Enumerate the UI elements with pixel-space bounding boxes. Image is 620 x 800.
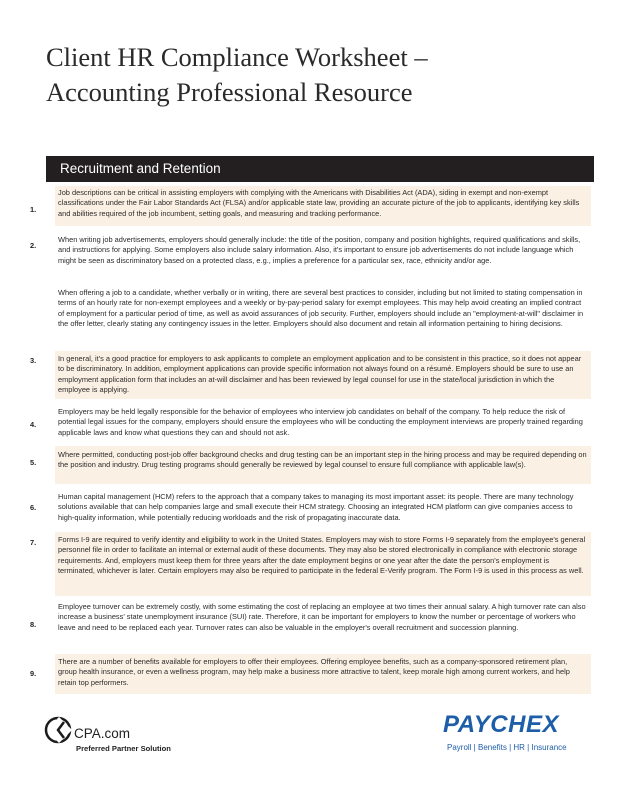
item-text: There are a number of benefits available for employers to offer their employees. Offering employee benefits, such as a company-sponsored retirement plan, group health insurance, or even a wellness program, may help make a business more attractive to talent, keep morale high among current workers, and help retain top performers. [55, 654, 591, 694]
title-line-1: Client HR Compliance Worksheet – [46, 42, 428, 72]
item-number: 5. [30, 458, 37, 467]
item-number: 1. [30, 205, 37, 214]
item-text: When writing job advertisements, employers should generally include: the title of the position, company and position highlights, required qualifications and skills, and instructions for applying. Some employers also include salary information. Also, it's important to ensure job advertisements do not include language which might be seen as discriminatory based on a protected class, e.g., implies a preference for a particular sex, race, ethnicity and/or age. [58, 235, 581, 265]
item-number: 9. [30, 669, 37, 678]
item-text: Human capital management (HCM) refers to the approach that a company takes to managing its most important asset: its people. There are many technology solutions available that can help companies large and small execute their HCM strategy. Choosing an integrated HCM platform can give companies access to high-quality information, while potentially reducing workloads and the risk of propagating inaccurate data. [58, 492, 574, 522]
item-text: Forms I-9 are required to verify identity and eligibility to work in the United States. Employers may wish to store Forms I-9 separately from the employee's general personnel file in order to facilitate an internal or external audit of these documents. They may also be stored electronically in compliance with electronic storage requirements. And, employers must keep them for three years after the date employment begins or one year after the date the person's employment is terminated, whichever is later. Certain employers may also be required to participate in the federal E-Verify program. The Form I-9 is used in this process as well. [55, 532, 591, 596]
item-number: 7. [30, 538, 37, 547]
title-line-2: Accounting Professional Resource [46, 77, 413, 107]
item-text: When offering a job to a candidate, whether verbally or in writing, there are several best practices to consider, including but not limited to stating compensation in terms of an hourly rate for non-exempt employees and a weekly or by-pay-period salary for exempt employees. This may help avoid creating an implied contract of employment for a particular period of time, as well as avoid assurances of job security. Further, employers should include an "employment-at-will" disclaimer in the offer letter, clearly stating any contingency issues in the letter. Employers should also document and retain all information pertaining to hiring decisions. [58, 288, 584, 329]
item-text: In general, it's a good practice for employers to ask applicants to complete an employment application and to be consistent in this practice, so it does not appear to be discriminatory. In addition, employment applications can provide specific information not always found on a résumé. Employers should be sure to use an employment application form that includes an at-will disclaimer and has been reviewed by legal counsel for use in the state/local jurisdiction in which the employee is applying. [55, 351, 591, 399]
item-text: Employers may be held legally responsible for the behavior of employees who interview job candidates on behalf of the company. To help reduce the risk of potential legal issues for the company, employers should ensure the employees who will be conducting the employment interviews are properly trained regarding applicable laws and know what questions they can and should not ask. [58, 407, 583, 437]
paychex-tagline: Payroll | Benefits | HR | Insurance [447, 743, 567, 752]
item-number: 4. [30, 420, 37, 429]
item-number: 6. [30, 503, 37, 512]
item-number: 2. [30, 241, 37, 250]
section-header: Recruitment and Retention [46, 156, 594, 182]
item-number: 3. [30, 356, 37, 365]
item-text: Where permitted, conducting post-job offer background checks and drug testing can be an important step in the hiring process and may be required depending on the position and industry. Drug testing programs should generally be reviewed by legal counsel to ensure full compliance with applicable law(s). [55, 446, 591, 484]
paychex-logo: PAYCHEX [443, 711, 559, 738]
cpa-logo-icon [44, 716, 72, 744]
page-title [46, 40, 586, 110]
cpa-tagline: Preferred Partner Solution [76, 744, 171, 753]
item-number: 8. [30, 620, 37, 629]
cpa-name: CPA.com [74, 726, 131, 741]
item-text: Job descriptions can be critical in assisting employers with complying with the Americans with Disabilities Act (ADA), siding in exempt and non-exempt classifications under the Fair Labor Standards Act (FLSA) and/or applicable state law, providing an accurate picture of the job to applicants, identifying key skills and abilities required of the job incumbent, setting goals, and measuring and tracking performance. [55, 186, 591, 226]
item-text: Employee turnover can be extremely costly, with some estimating the cost of replacing an employee at two times their annual salary. A high turnover rate can also increase a business' state unemployment insurance (SUI) rate. Therefore, it can be important for employers to know the number or percentage of workers who leave and need to be replaced each year. Turnover rates can also be valuable in the employer's overall recruitment and succession planning. [58, 602, 586, 632]
